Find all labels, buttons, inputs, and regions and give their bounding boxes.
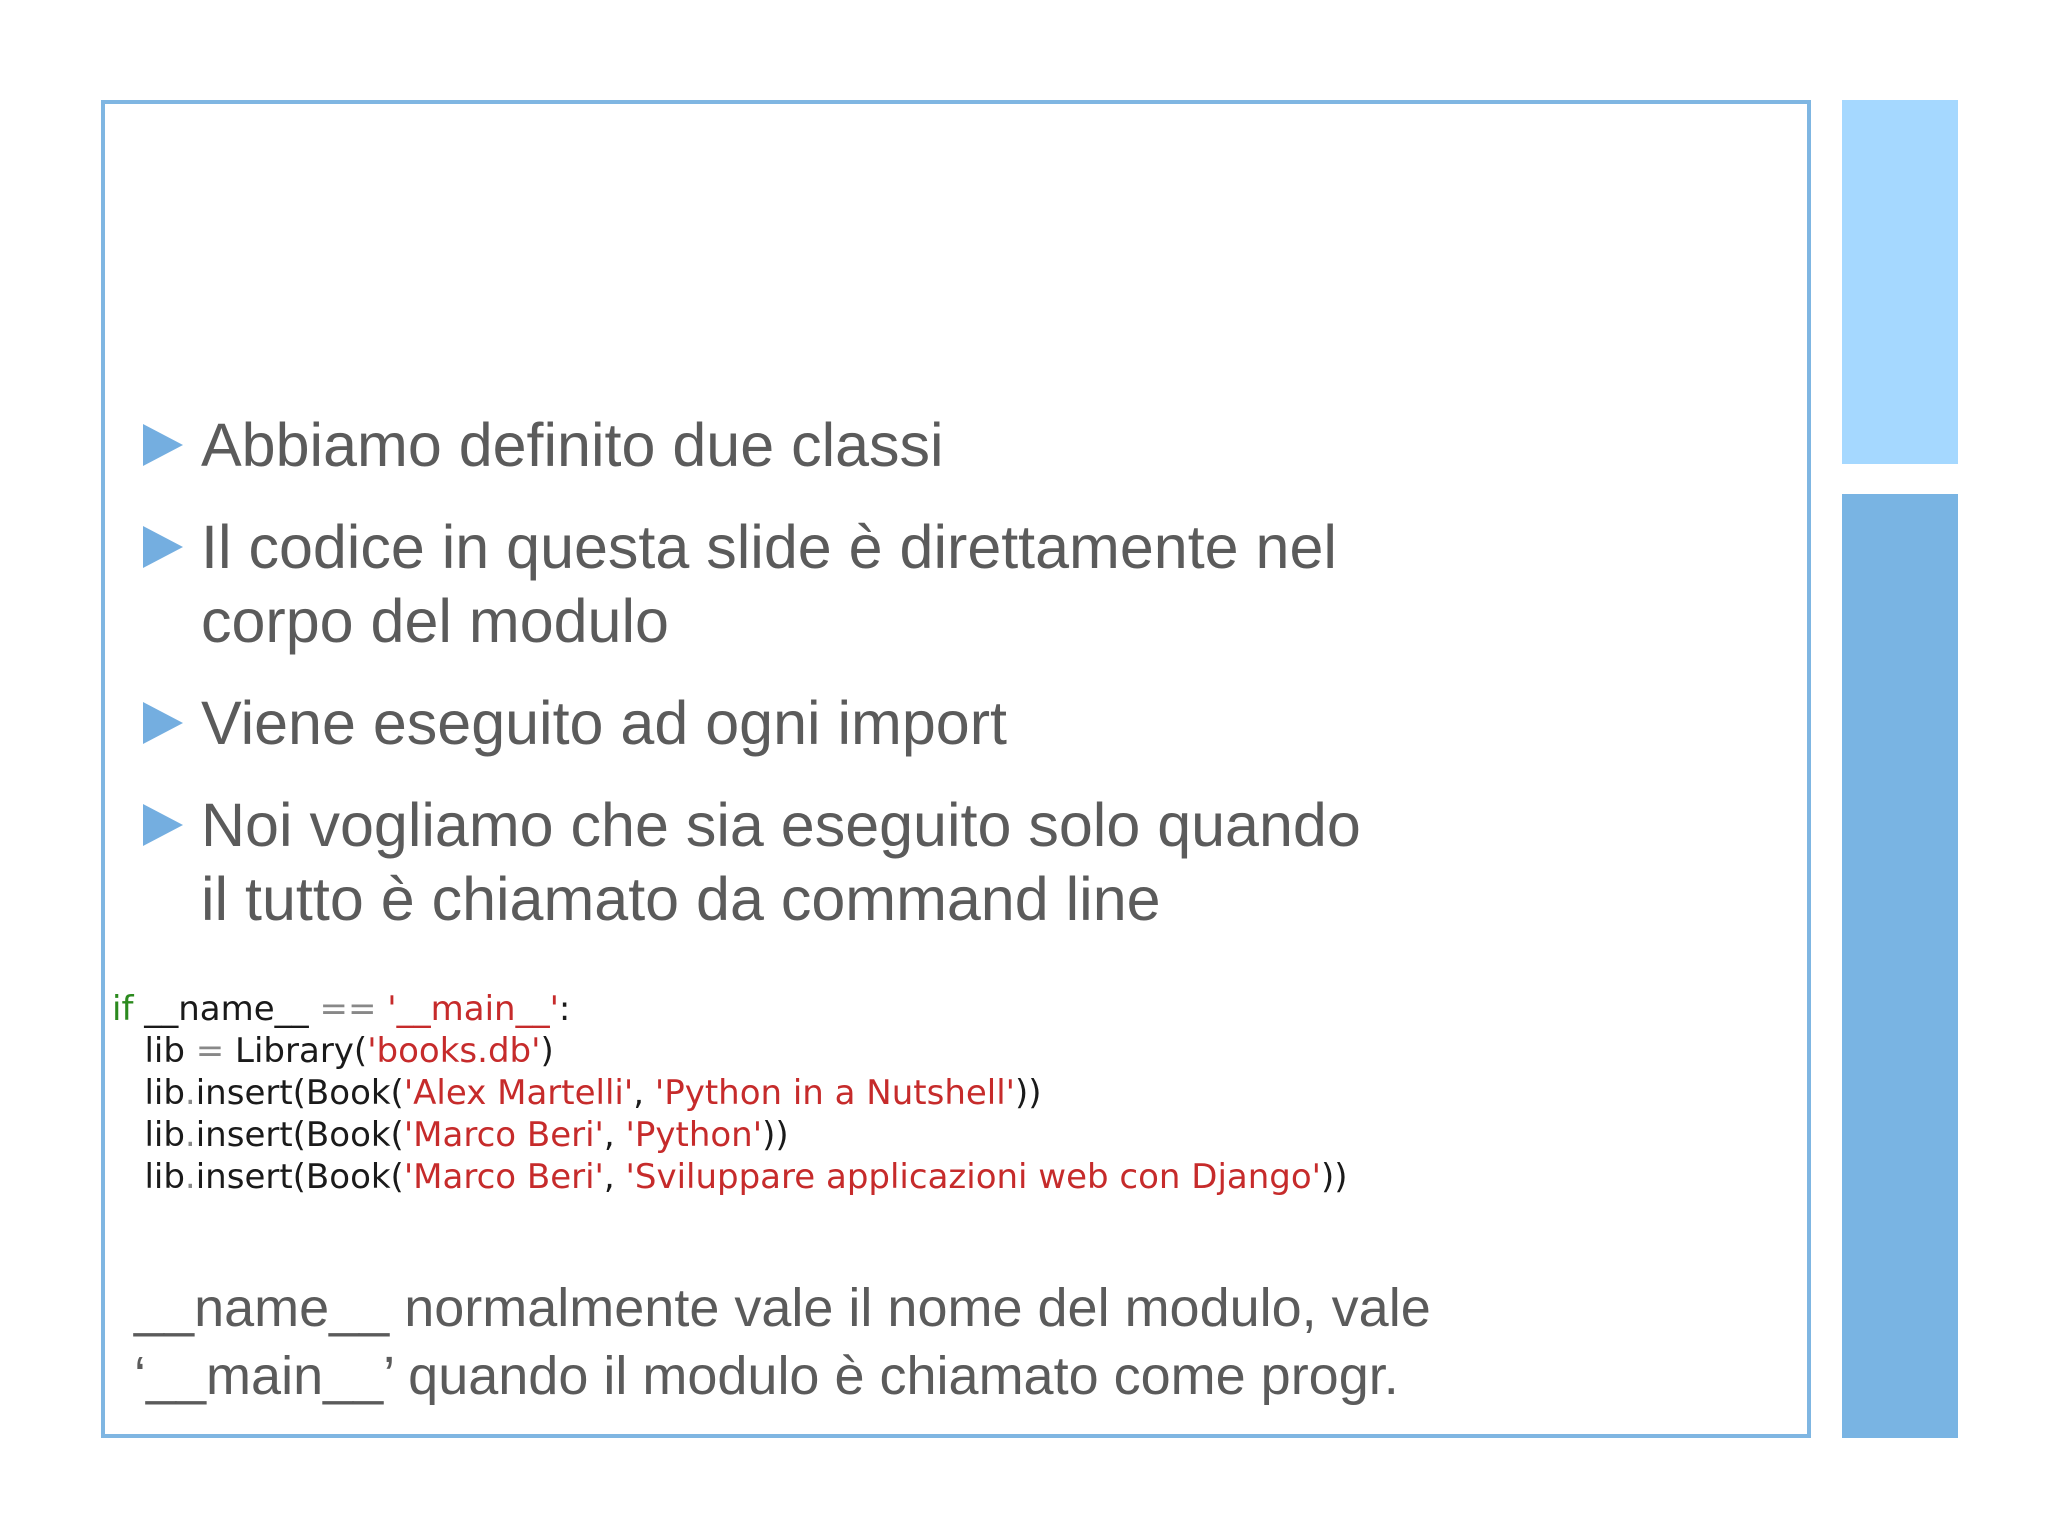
code-text: __name__ [133,989,320,1029]
bullet-text: Viene eseguito ad ogni import [201,689,1007,757]
bullet-item [140,686,1540,760]
code-indent [112,1073,144,1113]
code-operator: . [184,1115,196,1155]
bullet-text: Abbiamo definito due classi [201,411,944,479]
code-string: '__main__' [387,989,559,1029]
code-operator: . [184,1073,196,1113]
triangle-bullet-icon [143,526,183,568]
triangle-bullet-icon [143,702,183,744]
code-keyword: if [112,989,134,1029]
code-block [112,988,1512,1198]
bullet-text: corpo del modulo [201,587,669,655]
note-line: ‘__main__’ quando il modulo è chiamato come progr. [134,1346,1399,1406]
code-line [112,1156,1512,1198]
code-operator: == [319,989,377,1029]
code-string: 'books.db' [367,1031,541,1071]
code-line [112,1072,1512,1114]
code-text: lib [144,1073,185,1113]
code-text: )) [1321,1157,1348,1197]
side-accent-bottom [1842,494,1958,1438]
triangle-bullet-icon [143,804,183,846]
code-string: 'Sviluppare applicazioni web con Django' [625,1157,1322,1197]
code-operator: = [195,1031,225,1071]
code-text: insert(Book( [195,1073,404,1113]
bullet-text: Il codice in questa slide è direttamente nel [201,513,1337,581]
triangle-bullet-icon [143,424,183,466]
code-indent [112,1031,144,1071]
code-text: )) [1015,1073,1042,1113]
code-indent [112,1157,144,1197]
bullet-item [140,408,1540,482]
code-line [112,1030,1512,1072]
code-string: 'Python in a Nutshell' [654,1073,1016,1113]
bullet-text: il tutto è chiamato da command line [201,865,1161,933]
code-text: , [603,1157,626,1197]
explanation-note [134,1274,1634,1410]
code-text: insert(Book( [195,1115,404,1155]
code-line [112,1114,1512,1156]
code-text: lib [144,1031,196,1071]
code-text: )) [762,1115,789,1155]
code-indent [112,1115,144,1155]
code-text: ) [540,1031,554,1071]
code-string: 'Marco Beri' [403,1157,604,1197]
code-text: insert(Book( [195,1157,404,1197]
code-text: lib [144,1115,185,1155]
code-text: , [603,1115,626,1155]
code-text [376,989,387,1029]
side-accent-top [1842,100,1958,464]
bullet-item [140,510,1540,658]
code-operator: . [184,1157,196,1197]
bullet-list [140,408,1540,964]
code-text: : [558,989,571,1029]
code-text: , [633,1073,655,1113]
bullet-item [140,788,1540,936]
bullet-text: Noi vogliamo che sia eseguito solo quando [201,791,1361,859]
code-string: 'Alex Martelli' [403,1073,634,1113]
note-line: __name__ normalmente vale il nome del modulo, vale [134,1278,1431,1338]
code-text: Library( [224,1031,368,1071]
code-string: 'Python' [625,1115,763,1155]
code-text: lib [144,1157,185,1197]
code-line [112,988,1512,1030]
code-string: 'Marco Beri' [403,1115,604,1155]
